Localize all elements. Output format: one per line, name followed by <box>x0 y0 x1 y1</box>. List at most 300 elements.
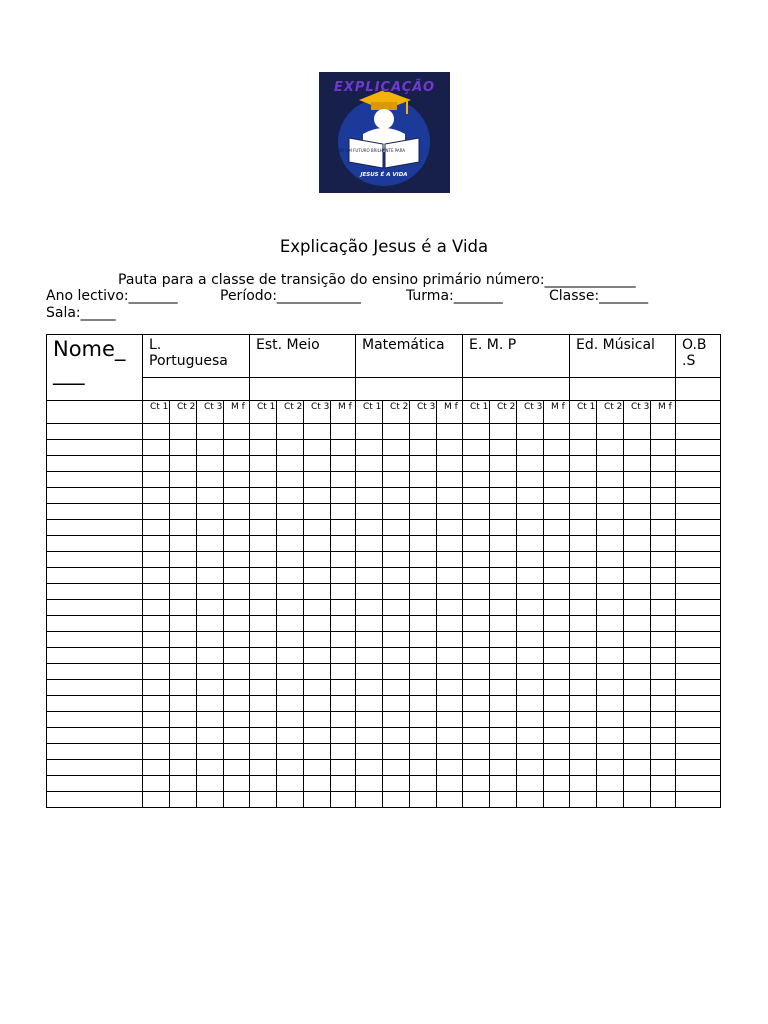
grade-cell[interactable] <box>331 424 356 440</box>
grade-cell[interactable] <box>356 504 383 520</box>
grade-cell[interactable] <box>277 760 304 776</box>
grade-cell[interactable] <box>331 472 356 488</box>
grade-cell[interactable] <box>143 440 170 456</box>
grade-cell[interactable] <box>597 744 624 760</box>
grade-cell[interactable] <box>277 488 304 504</box>
obs-cell[interactable] <box>676 472 721 488</box>
grade-cell[interactable] <box>490 456 517 472</box>
grade-cell[interactable] <box>410 440 437 456</box>
grade-cell[interactable] <box>331 536 356 552</box>
grade-cell[interactable] <box>143 520 170 536</box>
obs-cell[interactable] <box>676 680 721 696</box>
grade-cell[interactable] <box>544 600 570 616</box>
grade-cell[interactable] <box>544 744 570 760</box>
obs-cell[interactable] <box>676 440 721 456</box>
grade-cell[interactable] <box>224 616 250 632</box>
grade-cell[interactable] <box>597 600 624 616</box>
grade-cell[interactable] <box>250 696 277 712</box>
grade-cell[interactable] <box>331 456 356 472</box>
grade-cell[interactable] <box>410 680 437 696</box>
grade-cell[interactable] <box>410 696 437 712</box>
grade-cell[interactable] <box>463 792 490 808</box>
grade-cell[interactable] <box>224 568 250 584</box>
grade-cell[interactable] <box>437 568 463 584</box>
grade-cell[interactable] <box>304 520 331 536</box>
grade-cell[interactable] <box>250 744 277 760</box>
student-name-cell[interactable] <box>47 456 143 472</box>
obs-cell[interactable] <box>676 712 721 728</box>
grade-cell[interactable] <box>197 632 224 648</box>
grade-cell[interactable] <box>356 552 383 568</box>
grade-cell[interactable] <box>437 632 463 648</box>
obs-cell[interactable] <box>676 648 721 664</box>
grade-cell[interactable] <box>463 536 490 552</box>
grade-cell[interactable] <box>624 616 651 632</box>
grade-cell[interactable] <box>410 728 437 744</box>
grade-cell[interactable] <box>250 424 277 440</box>
grade-cell[interactable] <box>250 456 277 472</box>
student-name-cell[interactable] <box>47 792 143 808</box>
grade-cell[interactable] <box>437 504 463 520</box>
grade-cell[interactable] <box>383 744 410 760</box>
grade-cell[interactable] <box>143 792 170 808</box>
grade-cell[interactable] <box>544 792 570 808</box>
grade-cell[interactable] <box>383 568 410 584</box>
grade-cell[interactable] <box>517 424 544 440</box>
grade-cell[interactable] <box>597 760 624 776</box>
grade-cell[interactable] <box>383 664 410 680</box>
grade-cell[interactable] <box>624 728 651 744</box>
grade-cell[interactable] <box>250 600 277 616</box>
grade-cell[interactable] <box>624 488 651 504</box>
grade-cell[interactable] <box>570 584 597 600</box>
grade-cell[interactable] <box>490 472 517 488</box>
grade-cell[interactable] <box>490 760 517 776</box>
grade-cell[interactable] <box>570 440 597 456</box>
grade-cell[interactable] <box>651 648 676 664</box>
student-name-cell[interactable] <box>47 760 143 776</box>
student-name-cell[interactable] <box>47 696 143 712</box>
grade-cell[interactable] <box>410 488 437 504</box>
grade-cell[interactable] <box>544 440 570 456</box>
obs-cell[interactable] <box>676 744 721 760</box>
grade-cell[interactable] <box>437 488 463 504</box>
grade-cell[interactable] <box>331 568 356 584</box>
grade-cell[interactable] <box>383 696 410 712</box>
grade-cell[interactable] <box>383 648 410 664</box>
grade-cell[interactable] <box>437 760 463 776</box>
grade-cell[interactable] <box>250 584 277 600</box>
grade-cell[interactable] <box>570 712 597 728</box>
grade-cell[interactable] <box>304 744 331 760</box>
grade-cell[interactable] <box>304 424 331 440</box>
grade-cell[interactable] <box>383 712 410 728</box>
student-name-cell[interactable] <box>47 616 143 632</box>
grade-cell[interactable] <box>624 552 651 568</box>
grade-cell[interactable] <box>197 488 224 504</box>
grade-cell[interactable] <box>463 472 490 488</box>
grade-cell[interactable] <box>544 616 570 632</box>
grade-cell[interactable] <box>490 792 517 808</box>
grade-cell[interactable] <box>490 680 517 696</box>
grade-cell[interactable] <box>624 584 651 600</box>
grade-cell[interactable] <box>277 728 304 744</box>
grade-cell[interactable] <box>624 744 651 760</box>
grade-cell[interactable] <box>170 696 197 712</box>
grade-cell[interactable] <box>437 472 463 488</box>
grade-cell[interactable] <box>170 680 197 696</box>
student-name-cell[interactable] <box>47 728 143 744</box>
grade-cell[interactable] <box>143 456 170 472</box>
grade-cell[interactable] <box>250 520 277 536</box>
grade-cell[interactable] <box>356 728 383 744</box>
grade-cell[interactable] <box>570 472 597 488</box>
grade-cell[interactable] <box>170 536 197 552</box>
grade-cell[interactable] <box>490 696 517 712</box>
grade-cell[interactable] <box>463 568 490 584</box>
grade-cell[interactable] <box>437 424 463 440</box>
grade-cell[interactable] <box>437 456 463 472</box>
grade-cell[interactable] <box>517 504 544 520</box>
grade-cell[interactable] <box>143 712 170 728</box>
grade-cell[interactable] <box>277 472 304 488</box>
grade-cell[interactable] <box>544 712 570 728</box>
grade-cell[interactable] <box>331 712 356 728</box>
grade-cell[interactable] <box>544 776 570 792</box>
grade-cell[interactable] <box>143 680 170 696</box>
grade-cell[interactable] <box>410 568 437 584</box>
grade-cell[interactable] <box>224 632 250 648</box>
student-name-cell[interactable] <box>47 680 143 696</box>
grade-cell[interactable] <box>331 552 356 568</box>
grade-cell[interactable] <box>224 744 250 760</box>
grade-cell[interactable] <box>277 616 304 632</box>
grade-cell[interactable] <box>331 680 356 696</box>
grade-cell[interactable] <box>250 616 277 632</box>
grade-cell[interactable] <box>277 744 304 760</box>
grade-cell[interactable] <box>250 792 277 808</box>
grade-cell[interactable] <box>277 712 304 728</box>
grade-cell[interactable] <box>410 760 437 776</box>
grade-cell[interactable] <box>356 440 383 456</box>
grade-cell[interactable] <box>410 584 437 600</box>
grade-cell[interactable] <box>197 424 224 440</box>
grade-cell[interactable] <box>143 600 170 616</box>
grade-cell[interactable] <box>597 792 624 808</box>
grade-cell[interactable] <box>304 568 331 584</box>
grade-cell[interactable] <box>356 600 383 616</box>
grade-cell[interactable] <box>224 504 250 520</box>
grade-cell[interactable] <box>143 760 170 776</box>
grade-cell[interactable] <box>197 696 224 712</box>
grade-cell[interactable] <box>250 552 277 568</box>
grade-cell[interactable] <box>383 760 410 776</box>
grade-cell[interactable] <box>197 552 224 568</box>
grade-cell[interactable] <box>170 424 197 440</box>
grade-cell[interactable] <box>410 520 437 536</box>
obs-cell[interactable] <box>676 536 721 552</box>
grade-cell[interactable] <box>197 680 224 696</box>
grade-cell[interactable] <box>570 744 597 760</box>
grade-cell[interactable] <box>277 680 304 696</box>
grade-cell[interactable] <box>437 792 463 808</box>
grade-cell[interactable] <box>437 520 463 536</box>
grade-cell[interactable] <box>277 664 304 680</box>
grade-cell[interactable] <box>517 536 544 552</box>
obs-cell[interactable] <box>676 424 721 440</box>
grade-cell[interactable] <box>304 584 331 600</box>
grade-cell[interactable] <box>570 632 597 648</box>
grade-cell[interactable] <box>304 712 331 728</box>
grade-cell[interactable] <box>624 456 651 472</box>
grade-cell[interactable] <box>304 456 331 472</box>
grade-cell[interactable] <box>490 504 517 520</box>
grade-cell[interactable] <box>437 536 463 552</box>
grade-cell[interactable] <box>544 568 570 584</box>
grade-cell[interactable] <box>356 648 383 664</box>
obs-cell[interactable] <box>676 632 721 648</box>
grade-cell[interactable] <box>410 600 437 616</box>
grade-cell[interactable] <box>490 552 517 568</box>
grade-cell[interactable] <box>651 728 676 744</box>
student-name-cell[interactable] <box>47 600 143 616</box>
grade-cell[interactable] <box>224 520 250 536</box>
grade-cell[interactable] <box>490 440 517 456</box>
student-name-cell[interactable] <box>47 504 143 520</box>
grade-cell[interactable] <box>437 744 463 760</box>
grade-cell[interactable] <box>437 664 463 680</box>
grade-cell[interactable] <box>651 680 676 696</box>
grade-cell[interactable] <box>437 648 463 664</box>
grade-cell[interactable] <box>410 616 437 632</box>
grade-cell[interactable] <box>170 520 197 536</box>
grade-cell[interactable] <box>250 760 277 776</box>
grade-cell[interactable] <box>624 632 651 648</box>
grade-cell[interactable] <box>517 648 544 664</box>
grade-cell[interactable] <box>463 504 490 520</box>
obs-cell[interactable] <box>676 488 721 504</box>
grade-cell[interactable] <box>331 760 356 776</box>
grade-cell[interactable] <box>517 616 544 632</box>
student-name-cell[interactable] <box>47 744 143 760</box>
grade-cell[interactable] <box>250 488 277 504</box>
grade-cell[interactable] <box>410 472 437 488</box>
grade-cell[interactable] <box>356 712 383 728</box>
grade-cell[interactable] <box>570 760 597 776</box>
grade-cell[interactable] <box>277 440 304 456</box>
grade-cell[interactable] <box>597 424 624 440</box>
grade-cell[interactable] <box>197 472 224 488</box>
grade-cell[interactable] <box>224 424 250 440</box>
grade-cell[interactable] <box>410 712 437 728</box>
grade-cell[interactable] <box>651 712 676 728</box>
grade-cell[interactable] <box>570 488 597 504</box>
grade-cell[interactable] <box>197 568 224 584</box>
grade-cell[interactable] <box>544 504 570 520</box>
grade-cell[interactable] <box>570 664 597 680</box>
grade-cell[interactable] <box>304 536 331 552</box>
grade-cell[interactable] <box>356 760 383 776</box>
grade-cell[interactable] <box>624 520 651 536</box>
grade-cell[interactable] <box>651 696 676 712</box>
grade-cell[interactable] <box>356 472 383 488</box>
grade-cell[interactable] <box>304 552 331 568</box>
grade-cell[interactable] <box>331 488 356 504</box>
grade-cell[interactable] <box>651 504 676 520</box>
grade-cell[interactable] <box>517 792 544 808</box>
grade-cell[interactable] <box>624 600 651 616</box>
grade-cell[interactable] <box>304 696 331 712</box>
grade-cell[interactable] <box>410 552 437 568</box>
grade-cell[interactable] <box>331 792 356 808</box>
grade-cell[interactable] <box>304 504 331 520</box>
grade-cell[interactable] <box>250 504 277 520</box>
grade-cell[interactable] <box>383 728 410 744</box>
grade-cell[interactable] <box>410 776 437 792</box>
grade-cell[interactable] <box>517 600 544 616</box>
grade-cell[interactable] <box>410 632 437 648</box>
grade-cell[interactable] <box>304 680 331 696</box>
grade-cell[interactable] <box>544 488 570 504</box>
grade-cell[interactable] <box>517 472 544 488</box>
obs-cell[interactable] <box>676 728 721 744</box>
grade-cell[interactable] <box>197 600 224 616</box>
grade-cell[interactable] <box>277 776 304 792</box>
grade-cell[interactable] <box>170 664 197 680</box>
grade-cell[interactable] <box>437 440 463 456</box>
grade-cell[interactable] <box>304 600 331 616</box>
grade-cell[interactable] <box>250 536 277 552</box>
grade-cell[interactable] <box>304 616 331 632</box>
grade-cell[interactable] <box>224 536 250 552</box>
grade-cell[interactable] <box>410 504 437 520</box>
student-name-cell[interactable] <box>47 776 143 792</box>
grade-cell[interactable] <box>463 440 490 456</box>
grade-cell[interactable] <box>517 696 544 712</box>
grade-cell[interactable] <box>224 440 250 456</box>
grade-cell[interactable] <box>597 552 624 568</box>
grade-cell[interactable] <box>331 728 356 744</box>
grade-cell[interactable] <box>517 520 544 536</box>
grade-cell[interactable] <box>331 776 356 792</box>
obs-cell[interactable] <box>676 520 721 536</box>
grade-cell[interactable] <box>356 616 383 632</box>
grade-cell[interactable] <box>143 552 170 568</box>
grade-cell[interactable] <box>143 744 170 760</box>
grade-cell[interactable] <box>356 488 383 504</box>
grade-cell[interactable] <box>277 568 304 584</box>
grade-cell[interactable] <box>383 488 410 504</box>
grade-cell[interactable] <box>570 552 597 568</box>
grade-cell[interactable] <box>356 664 383 680</box>
grade-cell[interactable] <box>651 472 676 488</box>
grade-cell[interactable] <box>250 472 277 488</box>
grade-cell[interactable] <box>383 616 410 632</box>
grade-cell[interactable] <box>197 744 224 760</box>
grade-cell[interactable] <box>437 728 463 744</box>
grade-cell[interactable] <box>410 456 437 472</box>
grade-cell[interactable] <box>490 424 517 440</box>
grade-cell[interactable] <box>197 664 224 680</box>
grade-cell[interactable] <box>331 744 356 760</box>
grade-cell[interactable] <box>197 728 224 744</box>
grade-cell[interactable] <box>197 504 224 520</box>
grade-cell[interactable] <box>224 760 250 776</box>
grade-cell[interactable] <box>463 664 490 680</box>
grade-cell[interactable] <box>437 616 463 632</box>
grade-cell[interactable] <box>463 520 490 536</box>
grade-cell[interactable] <box>597 440 624 456</box>
grade-cell[interactable] <box>651 584 676 600</box>
grade-cell[interactable] <box>544 472 570 488</box>
grade-cell[interactable] <box>517 488 544 504</box>
grade-cell[interactable] <box>651 520 676 536</box>
grade-cell[interactable] <box>651 552 676 568</box>
grade-cell[interactable] <box>170 600 197 616</box>
grade-cell[interactable] <box>624 472 651 488</box>
grade-cell[interactable] <box>597 648 624 664</box>
grade-cell[interactable] <box>597 680 624 696</box>
grade-cell[interactable] <box>170 760 197 776</box>
grade-cell[interactable] <box>410 424 437 440</box>
grade-cell[interactable] <box>356 584 383 600</box>
grade-cell[interactable] <box>304 760 331 776</box>
grade-cell[interactable] <box>651 776 676 792</box>
grade-cell[interactable] <box>517 712 544 728</box>
grade-cell[interactable] <box>597 776 624 792</box>
grade-cell[interactable] <box>597 696 624 712</box>
grade-cell[interactable] <box>517 568 544 584</box>
grade-cell[interactable] <box>383 472 410 488</box>
grade-cell[interactable] <box>544 680 570 696</box>
grade-cell[interactable] <box>224 728 250 744</box>
grade-cell[interactable] <box>143 568 170 584</box>
grade-cell[interactable] <box>383 632 410 648</box>
grade-cell[interactable] <box>143 616 170 632</box>
grade-cell[interactable] <box>143 424 170 440</box>
grade-cell[interactable] <box>197 792 224 808</box>
grade-cell[interactable] <box>277 792 304 808</box>
grade-cell[interactable] <box>410 536 437 552</box>
grade-cell[interactable] <box>463 712 490 728</box>
grade-cell[interactable] <box>624 648 651 664</box>
grade-cell[interactable] <box>250 440 277 456</box>
grade-cell[interactable] <box>331 520 356 536</box>
grade-cell[interactable] <box>170 568 197 584</box>
grade-cell[interactable] <box>544 456 570 472</box>
grade-cell[interactable] <box>410 744 437 760</box>
grade-cell[interactable] <box>490 776 517 792</box>
grade-cell[interactable] <box>383 776 410 792</box>
grade-cell[interactable] <box>463 616 490 632</box>
grade-cell[interactable] <box>383 792 410 808</box>
grade-cell[interactable] <box>143 696 170 712</box>
obs-cell[interactable] <box>676 792 721 808</box>
grade-cell[interactable] <box>356 792 383 808</box>
grade-cell[interactable] <box>544 632 570 648</box>
obs-cell[interactable] <box>676 664 721 680</box>
grade-cell[interactable] <box>437 776 463 792</box>
grade-cell[interactable] <box>490 520 517 536</box>
grade-cell[interactable] <box>651 440 676 456</box>
grade-cell[interactable] <box>143 488 170 504</box>
grade-cell[interactable] <box>304 776 331 792</box>
grade-cell[interactable] <box>356 776 383 792</box>
grade-cell[interactable] <box>624 440 651 456</box>
grade-cell[interactable] <box>490 728 517 744</box>
student-name-cell[interactable] <box>47 424 143 440</box>
grade-cell[interactable] <box>383 440 410 456</box>
